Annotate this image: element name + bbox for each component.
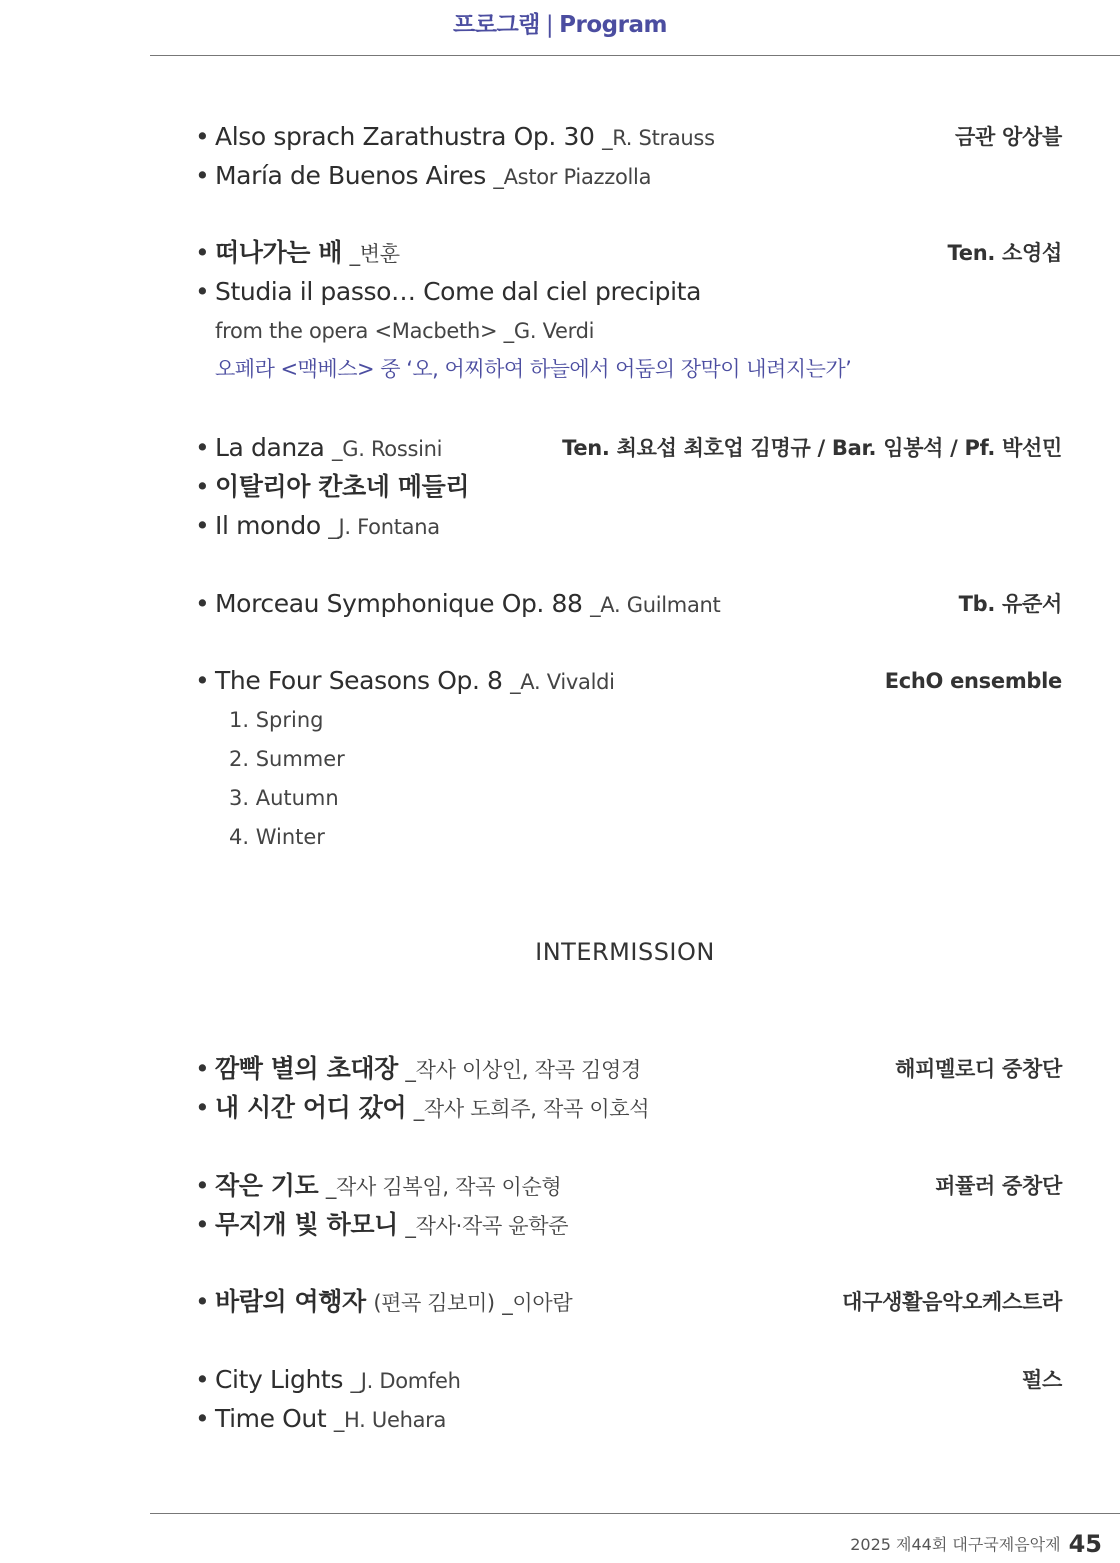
item-composer: _G. Rossini bbox=[332, 437, 443, 461]
intermission-label: INTERMISSION bbox=[535, 938, 715, 966]
item-composer: _작사·작곡 윤학준 bbox=[405, 1214, 569, 1238]
bullet: • bbox=[195, 161, 210, 190]
program-item bbox=[195, 240, 400, 265]
performer: Tb. 유준서 bbox=[958, 592, 1062, 616]
item-subtitle-en: from the opera <Macbeth> _G. Verdi bbox=[215, 319, 595, 343]
header-separator: | bbox=[545, 12, 554, 38]
header-title-en: Program bbox=[559, 12, 667, 38]
item-composer: _A. Guilmant bbox=[590, 593, 721, 617]
item-title: 작은 기도 bbox=[215, 1171, 319, 1200]
program-item bbox=[195, 163, 651, 188]
bullet: • bbox=[195, 666, 210, 695]
program-item bbox=[195, 1056, 641, 1081]
item-title: 무지개 빛 하모니 bbox=[215, 1210, 398, 1239]
bullet: • bbox=[195, 433, 210, 462]
page-footer bbox=[850, 1530, 1102, 1558]
performer: 금관 앙상블 bbox=[955, 125, 1062, 149]
bullet: • bbox=[195, 277, 210, 306]
item-composer: _Astor Piazzolla bbox=[493, 165, 652, 189]
header-title-ko: 프로그램 bbox=[453, 12, 540, 38]
item-title: The Four Seasons Op. 8 bbox=[215, 666, 503, 695]
program-item bbox=[195, 513, 440, 538]
footer-rule bbox=[150, 1513, 1120, 1514]
program-item bbox=[195, 435, 442, 460]
program-item bbox=[195, 1095, 649, 1120]
item-title: Morceau Symphonique Op. 88 bbox=[215, 589, 583, 618]
item-title: 내 시간 어디 갔어 bbox=[215, 1093, 407, 1122]
bullet: • bbox=[195, 238, 210, 267]
item-title: La danza bbox=[215, 433, 325, 462]
item-title: Time Out bbox=[215, 1404, 327, 1433]
program-item bbox=[195, 1173, 561, 1198]
movement: 3. Autumn bbox=[229, 786, 339, 810]
item-arranger: (편곡 김보미) bbox=[373, 1291, 495, 1315]
program-item bbox=[195, 474, 469, 499]
item-composer: _작사 이상인, 작곡 김영경 bbox=[405, 1058, 641, 1082]
item-composer: _R. Strauss bbox=[602, 126, 715, 150]
performer: EchO ensemble bbox=[884, 669, 1062, 693]
item-subtitle-ko: 오페라 <맥베스> 중 ‘오, 어찌하여 하늘에서 어둠의 장막이 내려지는가’ bbox=[215, 357, 852, 381]
performer: 퍼퓰러 중창단 bbox=[935, 1174, 1062, 1198]
item-composer: _작사 도희주, 작곡 이호석 bbox=[413, 1097, 650, 1121]
program-item bbox=[195, 1212, 568, 1237]
movement: 4. Winter bbox=[229, 825, 325, 849]
program-item bbox=[195, 668, 615, 693]
program-item bbox=[195, 1289, 572, 1314]
item-composer: _J. Domfeh bbox=[350, 1369, 461, 1393]
item-title: María de Buenos Aires bbox=[215, 161, 486, 190]
bullet: • bbox=[195, 1054, 210, 1083]
page-header bbox=[0, 6, 1120, 39]
item-title: City Lights bbox=[215, 1365, 343, 1394]
bullet: • bbox=[195, 1404, 210, 1433]
movement: 1. Spring bbox=[229, 708, 324, 732]
header-rule bbox=[150, 55, 1120, 56]
item-composer: _작사 김복임, 작곡 이순형 bbox=[325, 1175, 562, 1199]
performer: Ten. 최요섭 최호업 김명규 / Bar. 임봉석 / Pf. 박선민 bbox=[562, 436, 1062, 460]
bullet: • bbox=[195, 472, 210, 501]
item-title: 이탈리아 칸초네 메들리 bbox=[215, 472, 470, 501]
item-title: 바람의 여행자 bbox=[215, 1287, 366, 1316]
page-number: 45 bbox=[1068, 1530, 1102, 1558]
movement: 2. Summer bbox=[229, 747, 345, 771]
bullet: • bbox=[195, 1365, 210, 1394]
bullet: • bbox=[195, 1171, 210, 1200]
footer-text: 2025 제44회 대구국제음악제 bbox=[850, 1535, 1061, 1554]
item-composer: _이아람 bbox=[502, 1291, 573, 1315]
item-composer: _A. Vivaldi bbox=[510, 670, 615, 694]
bullet: • bbox=[195, 1210, 210, 1239]
bullet: • bbox=[195, 122, 210, 151]
program-item bbox=[195, 1367, 461, 1392]
item-composer: _H. Uehara bbox=[333, 1408, 447, 1432]
item-title: Studia il passo… Come dal ciel precipita bbox=[215, 277, 702, 306]
item-title: 깜빡 별의 초대장 bbox=[215, 1054, 398, 1083]
program-item bbox=[195, 279, 701, 304]
item-title: Il mondo bbox=[215, 511, 321, 540]
item-title: 떠나가는 배 bbox=[215, 238, 343, 267]
performer: 해피멜로디 중창단 bbox=[895, 1057, 1062, 1081]
bullet: • bbox=[195, 511, 210, 540]
item-composer: _J. Fontana bbox=[328, 515, 440, 539]
bullet: • bbox=[195, 1093, 210, 1122]
performer: 펄스 bbox=[1022, 1368, 1062, 1392]
item-composer: _변훈 bbox=[349, 242, 400, 266]
program-item bbox=[195, 124, 715, 149]
performer: 대구생활음악오케스트라 bbox=[842, 1290, 1062, 1314]
bullet: • bbox=[195, 589, 210, 618]
performer: Ten. 소영섭 bbox=[947, 241, 1062, 265]
item-title: Also sprach Zarathustra Op. 30 bbox=[215, 122, 595, 151]
bullet: • bbox=[195, 1287, 210, 1316]
program-item bbox=[195, 591, 720, 616]
program-item bbox=[195, 1406, 446, 1431]
